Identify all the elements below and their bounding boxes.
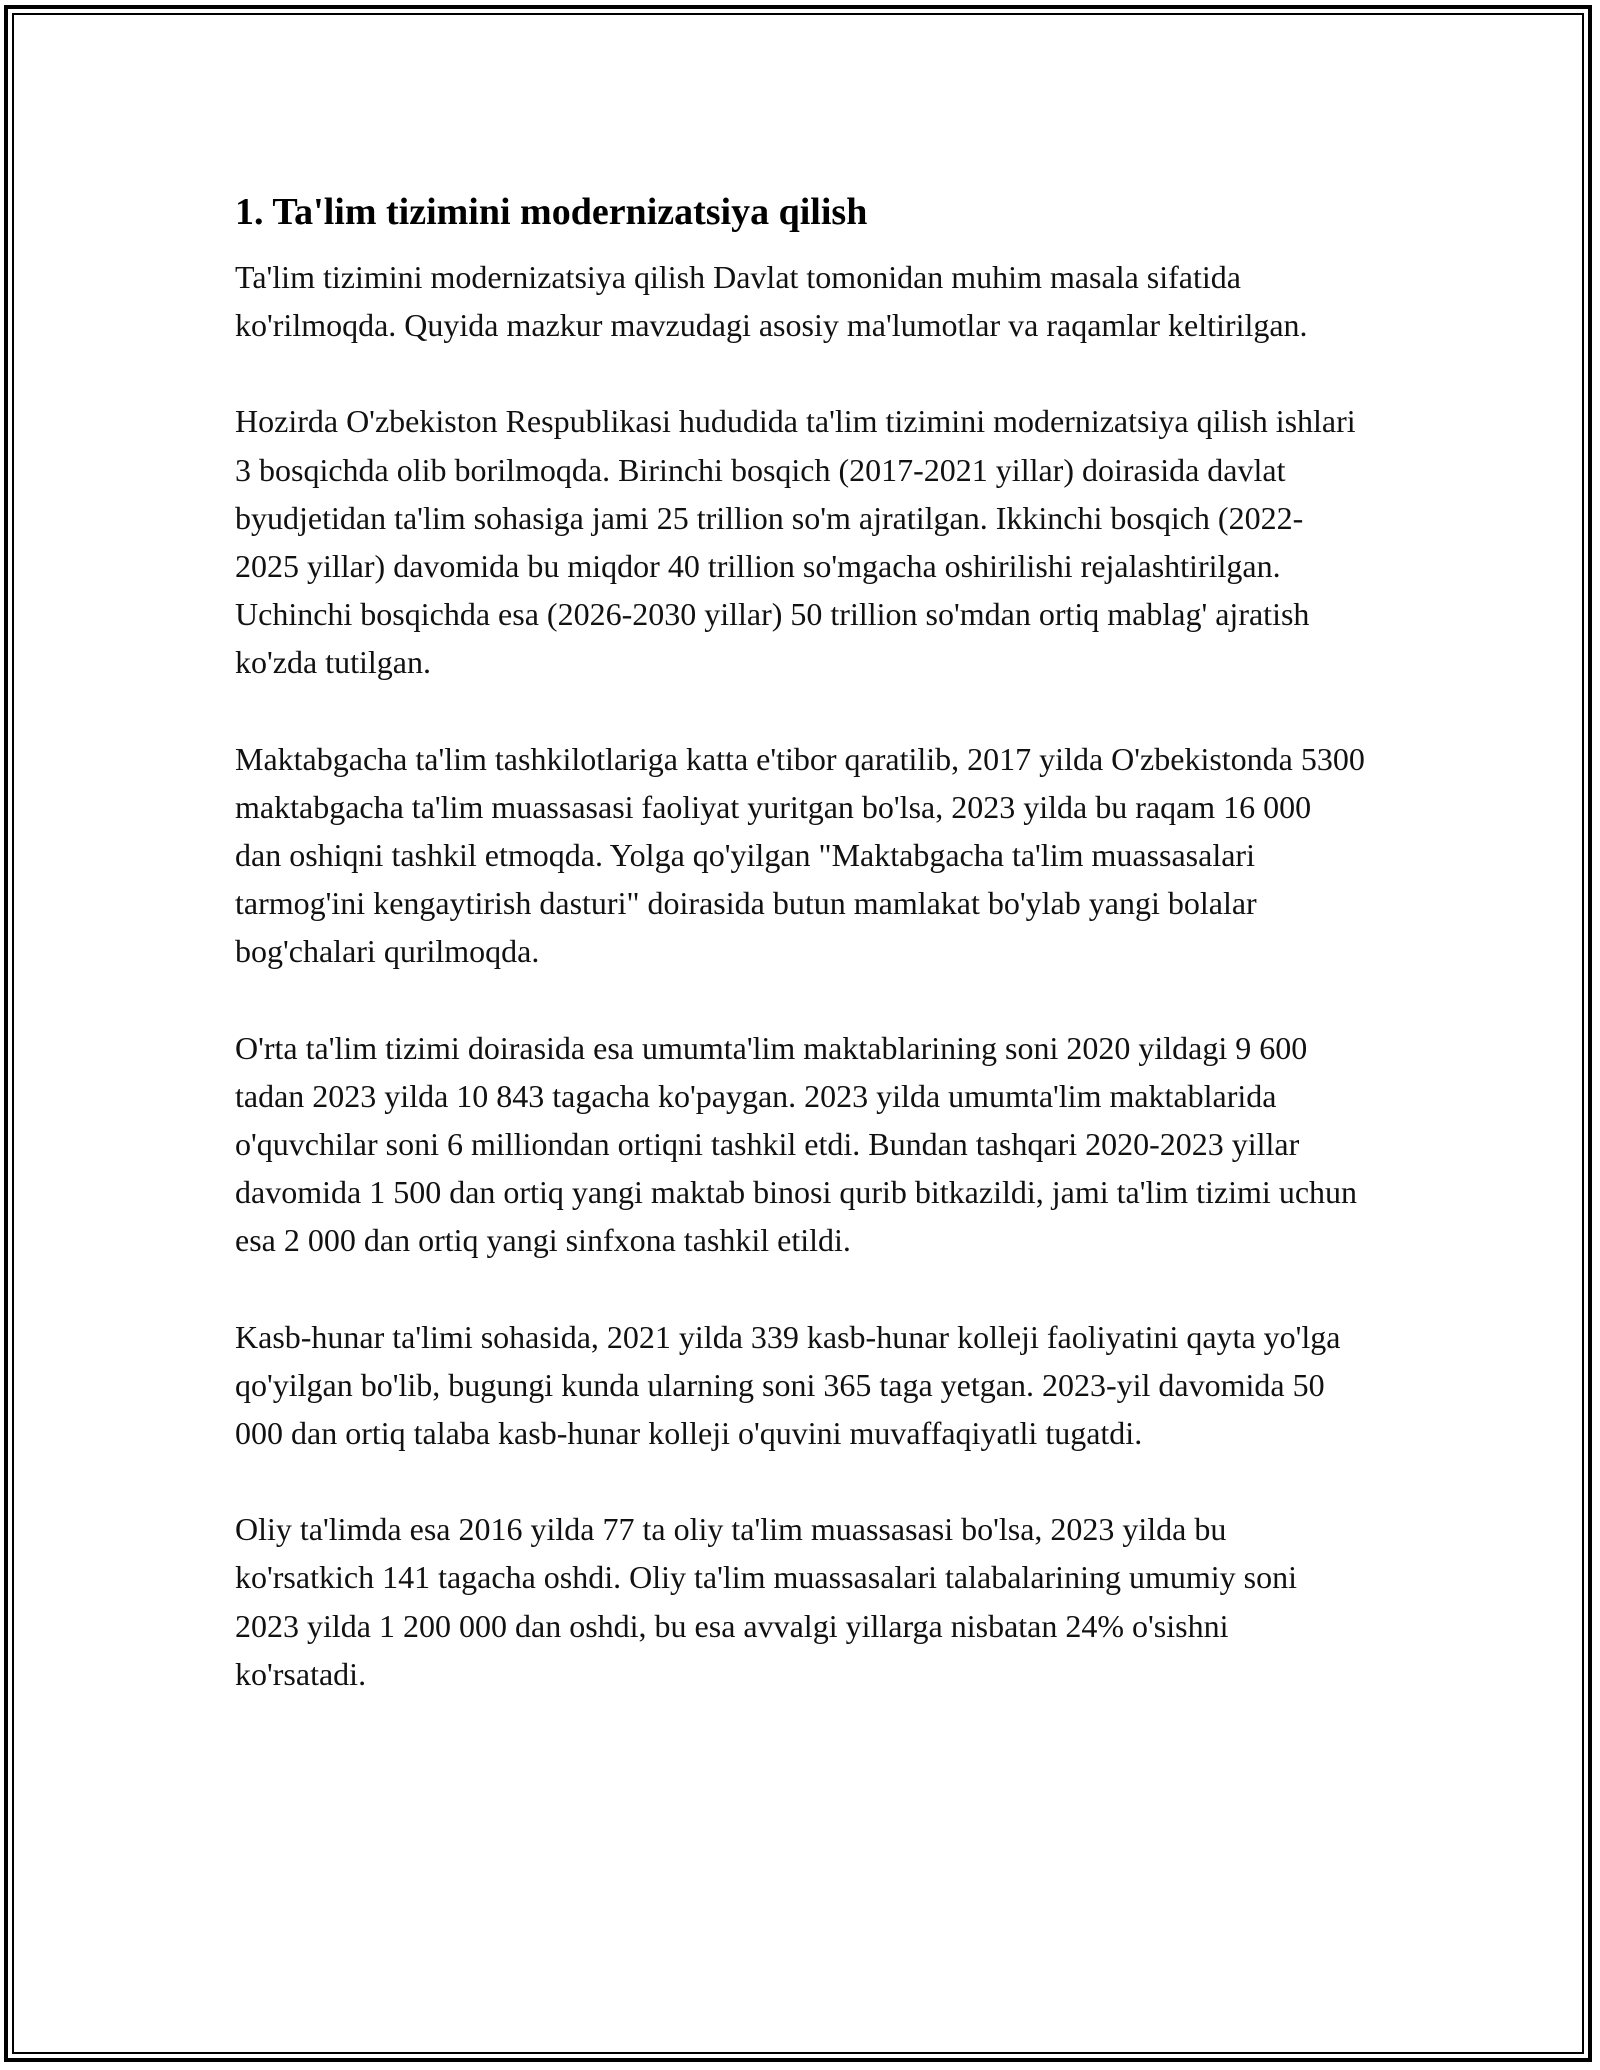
paragraph-secondary-education: O'rta ta'lim tizimi doirasida esa umumta'lim maktablarining soni 2020 yildagi 9 600 tadan 2023 yilda 10 843 tagacha ko'paygan. 2023 yilda umumta'lim maktablarida o'quvchilar soni 6 milliondan ortiqni tashkil etdi. Bundan tashqari 2020-2023 yillar davomida 1 500 dan ortiq yangi maktab binosi qurib bitkazildi, jami ta'lim tizimi uchun esa 2 000 dan ortiq yangi sinfxona tashkil etildi. (235, 1029, 1358, 1259)
paragraph-vocational-education: Kasb-hunar ta'limi sohasida, 2021 yilda 339 kasb-hunar kolleji faoliyatini qayta yo'lga qo'yilgan bo'lib, bugungi kunda ularning soni 365 taga yetgan. 2023-yil davomida 50 000 dan ortiq talaba kasb-hunar kolleji o'quvini muvaffaqiyatli tugatdi. (235, 1318, 1341, 1452)
paragraph-modernization-stages: Hozirda O'zbekiston Respublikasi hududida ta'lim tizimini modernizatsiya qilish ishlari 3 bosqichda olib borilmoqda. Birinchi bosqich (2017-2021 yillar) doirasida davlat byudjetidan ta'lim sohasiga jami 25 trillion so'm ajratilgan. Ikkinchi bosqich (2022-2025 yillar) davomida bu miqdor 40 trillion so'mgacha oshirilishi rejalashtirilgan. Uchinchi bosqichda esa (2026-2030 yillar) 50 trillion so'mdan ortiq mablag' ajratish ko'zda tutilgan. (235, 403, 1356, 681)
paragraph-intro: Ta'lim tizimini modernizatsiya qilish Davlat tomonidan muhim masala sifatida ko'rilmoqda. Quyida mazkur mavzudagi asosiy ma'lumotlar va raqamlar keltirilgan. (235, 259, 1308, 344)
paragraph-higher-education: Oliy ta'limda esa 2016 yilda 77 ta oliy ta'lim muassasasi bo'lsa, 2023 yilda bu ko'rsatkich 141 tagacha oshdi. Oliy ta'lim muassasalari talabalarining umumiy soni 2023 yilda 1 200 000 dan oshdi, bu esa avvalgi yillarga nisbatan 24% o'sishni ko'rsatadi. (235, 1511, 1297, 1692)
document-body (235, 186, 1365, 1698)
section-title: 1. Ta'lim tizimini modernizatsiya qilish (235, 191, 868, 233)
paragraph-preschool-education: Maktabgacha ta'lim tashkilotlariga katta e'tibor qaratilib, 2017 yilda O'zbekistonda 5300 maktabgacha ta'lim muassasasi faoliyat yuritgan bo'lsa, 2023 yilda bu raqam 16 000 dan oshiqni tashkil etmoqda. Yolga qo'yilgan "Maktabgacha ta'lim muassasalari tarmog'ini kengaytirish dasturi" doirasida butun mamlakat bo'ylab yangi bolalar bog'chalari qurilmoqda. (235, 740, 1365, 970)
